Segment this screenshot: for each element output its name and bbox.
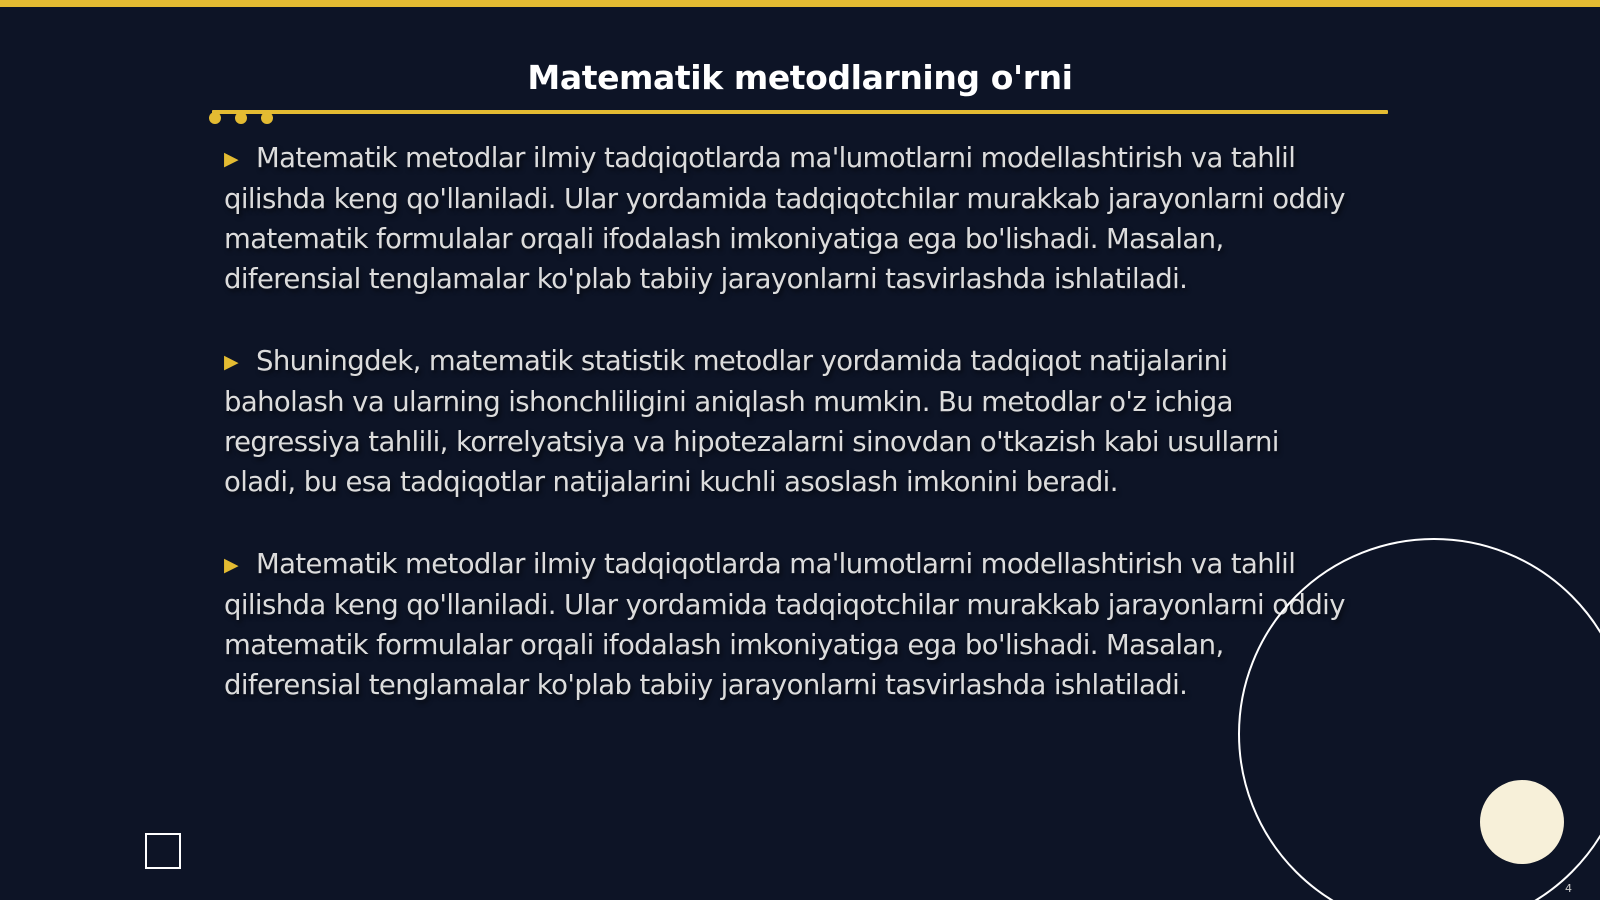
underline-dot <box>209 112 221 124</box>
paragraph-line <box>224 544 1384 585</box>
slide-body <box>224 138 1384 747</box>
paragraph-line: matematik formulalar orqali ifodalash imkoniyatiga ega bo'lishadi. Masalan, <box>224 629 1224 661</box>
underline-dot <box>261 112 273 124</box>
paragraph-line-text: Shuningdek, matematik statistik metodlar yordamida tadqiqot natijalarini <box>256 345 1228 377</box>
paragraph-line: regressiya tahlili, korrelyatsiya va hipotezalarni sinovdan o'tkazish kabi usullarni <box>224 426 1279 458</box>
decorative-filled-circle <box>1480 780 1564 864</box>
paragraph-line <box>224 138 1384 179</box>
bullet-paragraph <box>224 341 1384 502</box>
paragraph-line-text: Matematik metodlar ilmiy tadqiqotlarda ma'lumotlarni modellashtirish va tahlil <box>256 548 1296 580</box>
paragraph-line: qilishda keng qo'llaniladi. Ular yordamida tadqiqotchilar murakkab jarayonlarni oddiy <box>224 183 1345 215</box>
decorative-square-outline <box>145 833 181 869</box>
bullet-arrow-icon: ▶ <box>224 351 239 373</box>
paragraph-line: diferensial tenglamalar ko'plab tabiiy jarayonlarni tasvirlashda ishlatiladi. <box>224 263 1188 295</box>
top-accent-bar <box>0 0 1600 7</box>
paragraph-line-text: Matematik metodlar ilmiy tadqiqotlarda ma'lumotlarni modellashtirish va tahlil <box>256 142 1296 174</box>
bullet-paragraph <box>224 138 1384 299</box>
bullet-paragraph <box>224 544 1384 705</box>
slide-title: Matematik metodlarning o'rni <box>527 58 1073 97</box>
paragraph-line: qilishda keng qo'llaniladi. Ular yordamida tadqiqotchilar murakkab jarayonlarni oddiy <box>224 589 1345 621</box>
underline-dot <box>235 112 247 124</box>
paragraph-line: baholash va ularning ishonchliligini aniqlash mumkin. Bu metodlar o'z ichiga <box>224 386 1233 418</box>
bullet-arrow-icon: ▶ <box>224 148 239 170</box>
page-number: 4 <box>1565 882 1572 895</box>
paragraph-line: oladi, bu esa tadqiqotlar natijalarini kuchli asoslash imkonini beradi. <box>224 466 1118 498</box>
paragraph-line: matematik formulalar orqali ifodalash imkoniyatiga ega bo'lishadi. Masalan, <box>224 223 1224 255</box>
title-underline <box>212 110 1388 114</box>
bullet-arrow-icon: ▶ <box>224 554 239 576</box>
paragraph-line: diferensial tenglamalar ko'plab tabiiy jarayonlarni tasvirlashda ishlatiladi. <box>224 669 1188 701</box>
paragraph-line <box>224 341 1384 382</box>
